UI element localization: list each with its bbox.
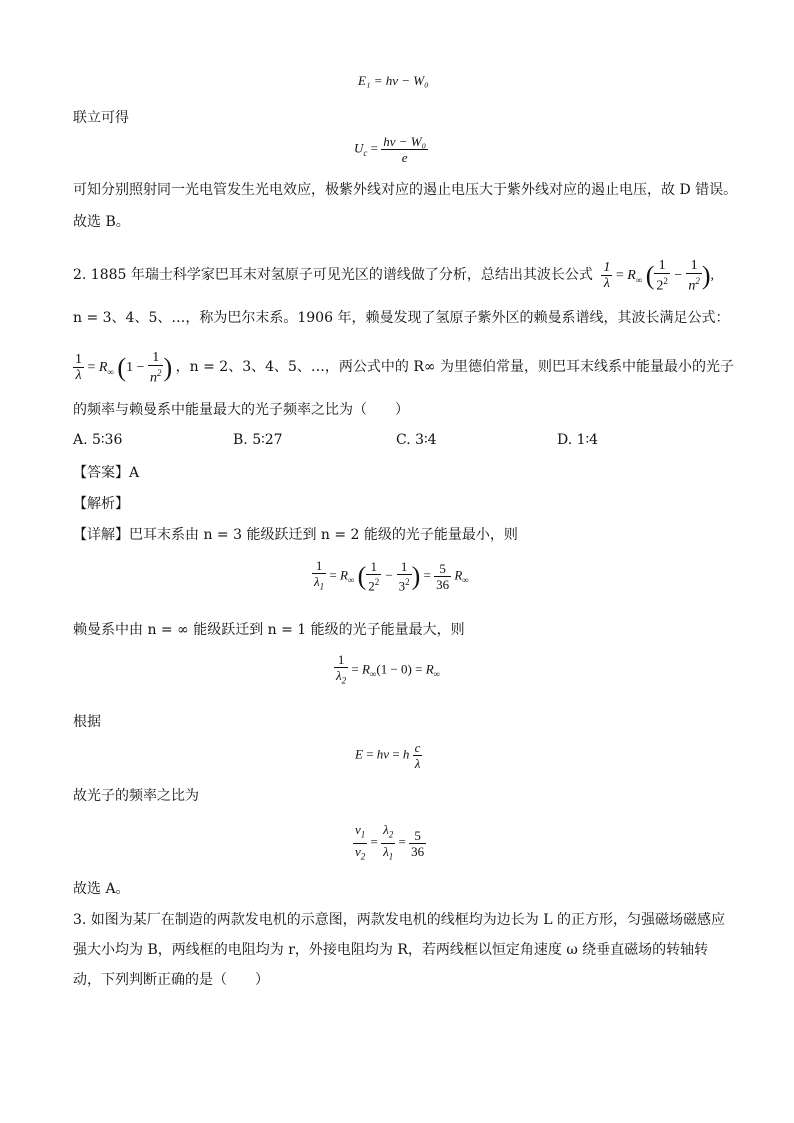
option-b[interactable]: B. 5∶27: [233, 432, 283, 448]
text-select-a: 故选 A。: [73, 881, 130, 897]
uc-numerator: hν − W₀: [383, 134, 427, 149]
text-select-b: 故选 B。: [73, 214, 130, 230]
q2-line3-text: ，n = 2、3、4、5、…，两公式中的 R∞ 为里德伯常量，则巴耳末线系中能量最小的光子: [175, 359, 735, 376]
q3-line3: 动，下列判断正确的是（ ）: [73, 972, 269, 988]
text-genju: 根据: [73, 714, 101, 730]
uc-denominator: e: [401, 150, 408, 165]
q2-line1-text: 2. 1885 年瑞士科学家巴耳末对氢原子可见光区的谱线做了分析，总结出其波长公式: [73, 267, 593, 284]
q2-lyman-formula: $\frac{1}{\lambda}$ = $R_\infty$ (1 − $\frac{1}{n^2}$ ): [75, 350, 173, 386]
equation-uc: $U_c$ = $\frac{\text{hν − W₀}}{e}$: [354, 134, 427, 165]
option-a[interactable]: A. 5∶36: [73, 432, 123, 448]
uc-lhs: U: [354, 140, 364, 156]
q2-line1: [73, 258, 714, 294]
q3-line2: 强大小均为 B，两线框的电阻均为 r，外接电阻均为 R，若两线框以恒定角速度 ω 绕垂直磁场的转轴转: [73, 942, 709, 958]
detail-line2: 赖曼系中由 n = ∞ 能级跃迁到 n = 1 能级的光子能量最大，则: [73, 622, 465, 638]
q2-balmer-formula: $\frac{1}{\lambda}$ = $R_\infty$ ( $\frac{1}{2^2}$ − $\frac{1}{n^2}$ ),: [603, 258, 715, 294]
equation-ratio: $\frac{\nu_1}{\nu_2}$ = $\frac{\lambda_2}{\lambda_1}$ = $\frac{5}{36}$: [355, 822, 425, 862]
q3-line1: 3. 如图为某厂在制造的两款发电机的示意图，两款发电机的线框均为边长为 L 的正方形，匀强磁场磁感应: [73, 912, 726, 928]
detail-line1: 【详解】巴耳末系由 n = 3 能级跃迁到 n = 2 能级的光子能量最小，则: [73, 527, 518, 543]
equation-lambda1: $\frac{1}{\lambda_1}$ = $R_\infty$ ( $\frac{1}{2^2}$ − $\frac{1}{3^2}$ ) = $\frac{5}{36}$ $R_\infty$: [314, 558, 469, 594]
equation-e1: E₁ = hν − W₀: [358, 73, 429, 88]
q2-line2: n = 3、4、5、…，称为巴尔末系。1906 年，赖曼发现了氢原子紫外区的赖曼系谱线，其波长满足公式：: [73, 310, 730, 326]
q2-line3: [73, 350, 734, 386]
analysis-label: 【解析】: [73, 496, 129, 512]
uc-sub: c: [363, 148, 368, 159]
option-c[interactable]: C. 3∶4: [396, 432, 437, 448]
answer-label: 【答案】A: [73, 465, 140, 481]
q2-line4: 的频率与赖曼系中能量最大的光子频率之比为（ ）: [73, 402, 409, 418]
equation-lambda2: $\frac{1}{\lambda_2}$ = $R_\infty(1 - 0) = R_\infty$: [336, 652, 441, 686]
equation-energy: E = hν = h $\frac{c}{\lambda}$: [355, 740, 421, 771]
text-conclusion: 可知分别照射同一光电管发生光电效应，极紫外线对应的遏止电压大于紫外线对应的遏止电压，故 D 错误。: [73, 182, 738, 198]
option-d[interactable]: D. 1∶4: [557, 432, 599, 448]
text-lianli: 联立可得: [73, 110, 129, 126]
uc-fraction: [381, 134, 428, 165]
text-ratio-intro: 故光子的频率之比为: [73, 788, 199, 804]
